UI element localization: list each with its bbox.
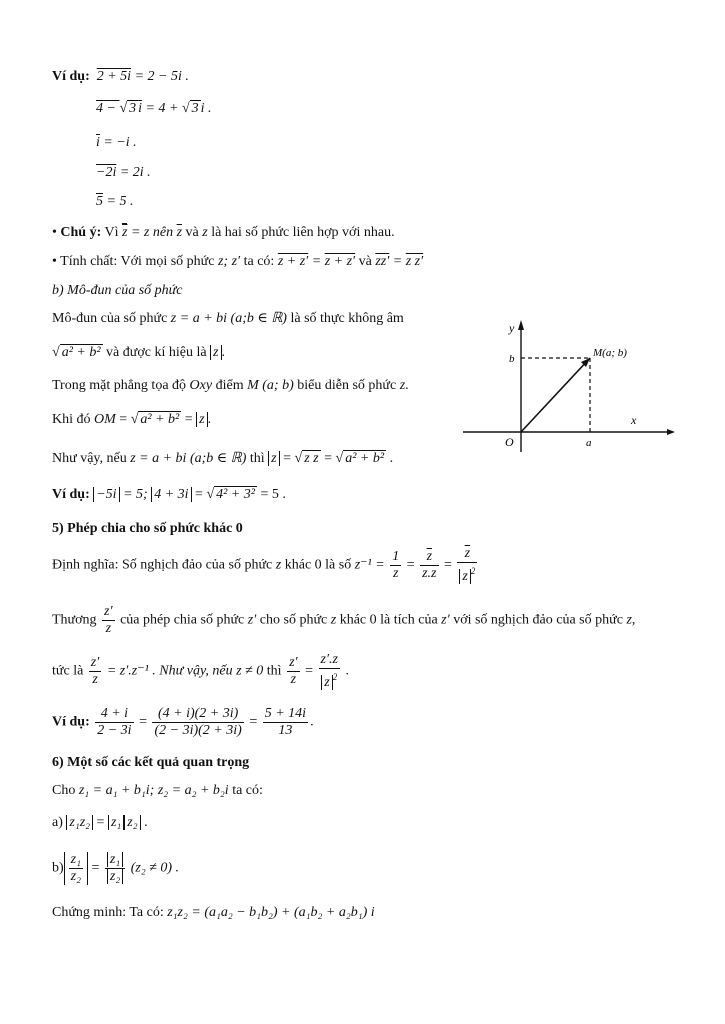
example-conjugate-1: Ví dụ: 2 + 5i = 2 − 5i .	[52, 69, 189, 84]
modulus-notation: √ a² + b² và được kí hiệu là z .	[52, 345, 225, 360]
modulus-summary: Như vậy, nếu z = a + bi (a;b ∈ ℝ) thì z = √ z z = √ a² + b² .	[52, 451, 394, 466]
proof-line: Chứng minh: Ta có: z₁z₂ = (a₁a₂ − b₁b₂) + (a₁b₂ + a₂b₁) i	[52, 905, 375, 920]
example-label: Ví dụ:	[52, 69, 90, 84]
note-line: • Chú ý: Vì $\overline{z} = z$ nên $\overline{z}$ và z là hai số phức liên hợp với nhau.	[52, 225, 395, 240]
inverse-definition: Định nghĩa: Số nghịch đảo của số phức z khác 0 là số z⁻¹ = $\frac{1}{z}$ = $\frac{\overline{z}}{z.z}$ = $\frac{\overline{z}}{z ^2}$	[52, 546, 476, 584]
point-m-label: M(a; b)	[593, 347, 627, 359]
b-label: b	[509, 353, 515, 365]
modulus-example: Ví dụ: −5i = 5; 4 + 3i = √ 4² + 3² = 5 .	[52, 487, 286, 502]
result-b: b) $\frac{\text{z₁}}{\text{z₂}}$ = $\frac{\text{z₁}}{\text{z₂}}$ (z₂ ≠ 0) .	[52, 852, 180, 884]
quotient-definition: Thương $\frac{z'}{z}$ của phép chia số phức z′ cho số phức z khác 0 là tích của z′ với số nghịch đảo của số phức z,	[52, 604, 636, 636]
modulus-plane: Trong mặt phẳng tọa độ Oxy điểm M (a; b) biểu diễn số phức z.	[52, 378, 409, 393]
example-conjugate-4: −2i = 2i .	[96, 165, 151, 180]
quotient-formula: tức là $\frac{z'}{z}$ = z′.z⁻¹ . Như vậy, nếu z ≠ 0 thì $\frac{z'}{z}$ = $\frac{z'.z}{z ^2}$ .	[52, 652, 349, 690]
division-example: Ví dụ: $\frac{4 + i}{2 - 3i}$ = $\frac{(4 + i)(2 + 3i)}{(2 - 3i)(2 + 3i)}$ = $\frac{5 + 14i}{13}$ .	[52, 706, 314, 738]
example-conjugate-5: 5 = 5 .	[96, 194, 134, 209]
origin-label: O	[505, 435, 514, 449]
a-label: a	[586, 437, 592, 449]
vector-om	[521, 358, 590, 432]
x-label: x	[631, 413, 637, 427]
section-b-heading: b) Mô-đun của số phức	[52, 283, 183, 298]
example-conjugate-3: $\overline{i} = -i$ .	[96, 135, 137, 150]
x-axis-arrow	[667, 429, 675, 435]
results-intro: Cho z₁ = a₁ + b₁i; z₂ = a₂ + b₂i ta có:	[52, 783, 263, 798]
modulus-om: Khi đó OM = √ a² + b² = z .	[52, 412, 212, 427]
section-6-heading: 6) Một số các kết quả quan trọng	[52, 755, 250, 770]
y-axis-arrow	[518, 320, 524, 330]
result-a: a) z₁z₂ = z₁ z₂ .	[52, 815, 148, 830]
complex-plane-diagram	[455, 318, 675, 454]
modulus-definition: Mô-đun của số phức z = a + bi (a;b ∈ ℝ) là số thực không âm	[52, 311, 404, 326]
section-5-heading: 5) Phép chia cho số phức khác 0	[52, 521, 243, 536]
example-conjugate-2: 4 − √ 3 i = 4 + √ 3 i .	[96, 101, 212, 116]
y-label: y	[509, 321, 515, 335]
property-line: • Tính chất: Với mọi số phức z; z′ ta có: z + z′ = z + z′ và zz′ = z z′	[52, 254, 424, 269]
